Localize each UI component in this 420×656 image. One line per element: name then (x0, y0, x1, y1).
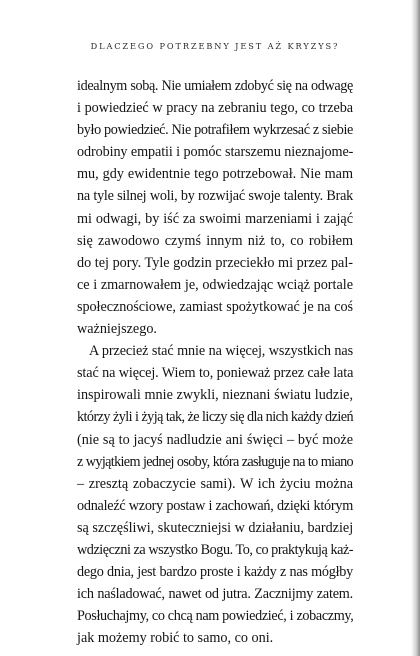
text-line: (nie są to jacyś nadludzie ani święci – być może (77, 431, 353, 448)
running-head: DLACZEGO POTRZEBNY JEST AŻ KRYZYS? (90, 41, 340, 51)
text-line: odrobiny empatii i pomóc starszemu nieznajome- (77, 144, 354, 161)
text-line: ważniejszego. (77, 321, 157, 338)
paragraph-2 (77, 340, 353, 649)
text-line: A przecież stać mnie na więcej, wszystkich nas (89, 343, 353, 360)
text-line: Posłuchajmy, co chcą nam powiedzieć, i zobaczmy, (77, 608, 354, 625)
text-line: – zresztą zobaczycie sami). W ich życiu można (77, 475, 353, 492)
text-line: było powiedzieć. Nie potrafiłem wykrzesać z siebie (77, 122, 353, 139)
text-line: z wyjątkiem jednej osoby, która zasługuje na to miano (77, 453, 353, 470)
body-text (77, 75, 353, 649)
text-line: odnaleźć wzory postaw i zachowań, dzięki którym (77, 497, 353, 514)
text-line: idealnym sobą. Nie umiałem zdobyć się na odwagę (77, 78, 353, 94)
text-line: mu, gdy ewidentnie tego potrzebował. Nie mam (77, 166, 353, 183)
text-line: na tyle silnej woli, by rozwijać swoje talenty. Brak (77, 188, 353, 205)
text-line: stać na więcej. Wiem to, ponieważ przez całe lata (77, 365, 354, 382)
text-line: inspirowali mnie zwykli, nieznani światu ludzie, (77, 387, 353, 404)
text-line: się zawodowo czymś innym niż to, co robiłem (77, 232, 353, 249)
text-line: ce i zmarnowałem je, odwiedzając wciąż portale (77, 276, 353, 293)
text-line: ich naśladować, nawet od jutra. Zacznijmy zatem. (77, 586, 353, 603)
text-line: mi odwagi, by iść za swoimi marzeniami i zająć (77, 210, 353, 227)
text-line: wdzięczni za wszystko Bogu. To, co praktykują każ- (77, 541, 354, 558)
text-line: do tej pory. Tyle godzin przeciekło mi przez pal- (77, 254, 353, 271)
text-line: jak możemy robić to samo, co oni. (77, 630, 274, 647)
paragraph-1 (77, 75, 353, 340)
text-line: dego dnia, jest bardzo proste i każdy z nas mógłby (77, 564, 353, 581)
text-line: społecznościowe, zamiast spożytkować je na coś (77, 298, 353, 315)
text-line: którzy żyli i żyją tak, że liczy się dla nich każdy dzień (77, 409, 353, 426)
page-edge-shadow (411, 0, 420, 656)
text-line: i powiedzieć w pracy na zebraniu tego, co trzeba (77, 100, 353, 117)
text-line: są szczęśliwi, skuteczniejsi w działaniu, bardziej (77, 519, 354, 536)
